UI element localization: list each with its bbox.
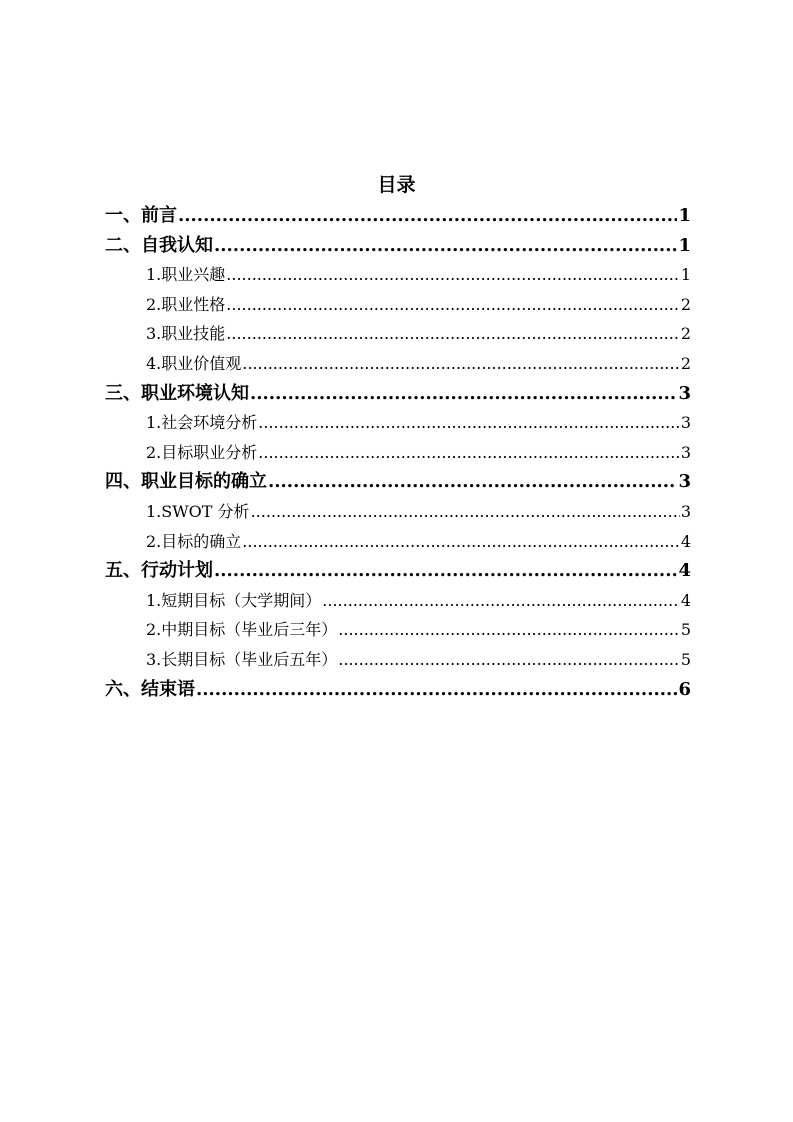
dot-leader bbox=[322, 586, 680, 616]
toc-page-number: 2 bbox=[680, 353, 691, 373]
toc-entry-career-personality[interactable] bbox=[105, 290, 691, 320]
toc-page-number: 1 bbox=[678, 234, 691, 256]
dot-leader bbox=[196, 675, 677, 705]
toc-page-number: 2 bbox=[680, 294, 691, 314]
toc-entry-target-career[interactable] bbox=[105, 438, 691, 468]
dot-leader bbox=[178, 201, 677, 231]
toc-entry-goal-setting[interactable] bbox=[105, 527, 691, 557]
toc-page-number: 1 bbox=[678, 205, 691, 226]
toc-entry-text: 2.目标职业分析 bbox=[146, 442, 258, 462]
dot-leader bbox=[214, 231, 677, 261]
dot-leader bbox=[258, 438, 680, 468]
toc-entry-long-term-goal[interactable] bbox=[105, 645, 691, 675]
toc-page-number: 3 bbox=[680, 442, 691, 462]
dot-leader bbox=[338, 645, 680, 675]
toc-entry-career-values[interactable] bbox=[105, 349, 691, 379]
toc-page-number: 2 bbox=[680, 324, 691, 344]
toc-page-number: 3 bbox=[678, 382, 691, 404]
toc-entry-text: 二、自我认知 bbox=[105, 234, 213, 256]
dot-leader bbox=[226, 260, 680, 290]
table-of-contents bbox=[105, 201, 691, 704]
toc-entry-career-interest[interactable] bbox=[105, 260, 691, 290]
dot-leader bbox=[268, 467, 677, 497]
toc-entry-swot[interactable] bbox=[105, 497, 691, 527]
toc-entry-text: 2.中期目标（毕业后三年） bbox=[146, 620, 338, 640]
toc-page-number: 3 bbox=[680, 413, 691, 433]
toc-entry-text: 四、职业目标的确立 bbox=[105, 471, 267, 493]
toc-entry-text: 4.职业价值观 bbox=[146, 353, 242, 373]
toc-page-number: 3 bbox=[680, 501, 691, 521]
toc-entry-text: 一、前言 bbox=[105, 205, 177, 226]
toc-entry-career-goals[interactable] bbox=[105, 467, 691, 497]
toc-entry-text: 六、结束语 bbox=[105, 678, 195, 700]
toc-page-number: 4 bbox=[680, 590, 691, 610]
toc-entry-text: 1.SWOT 分析 bbox=[146, 501, 250, 521]
toc-entry-text: 三、职业环境认知 bbox=[105, 382, 249, 404]
toc-page-number: 4 bbox=[678, 560, 691, 582]
toc-entry-text: 3.职业技能 bbox=[146, 324, 226, 344]
toc-page-number: 5 bbox=[680, 649, 691, 669]
toc-entry-mid-term-goal[interactable] bbox=[105, 615, 691, 645]
toc-entry-career-skills[interactable] bbox=[105, 319, 691, 349]
dot-leader bbox=[242, 527, 680, 557]
toc-entry-career-environment[interactable] bbox=[105, 379, 691, 409]
dot-leader bbox=[251, 497, 680, 527]
toc-entry-conclusion[interactable] bbox=[105, 675, 691, 705]
toc-page-number: 3 bbox=[678, 471, 691, 493]
toc-entry-text: 1.职业兴趣 bbox=[146, 265, 226, 285]
toc-entry-text: 1.短期目标（大学期间） bbox=[146, 590, 322, 610]
dot-leader bbox=[338, 615, 680, 645]
toc-title: 目录 bbox=[377, 174, 416, 196]
toc-entry-social-environment[interactable] bbox=[105, 408, 691, 438]
dot-leader bbox=[214, 556, 677, 586]
toc-entry-action-plan[interactable] bbox=[105, 556, 691, 586]
toc-page-number: 5 bbox=[680, 620, 691, 640]
toc-entry-text: 2.职业性格 bbox=[146, 294, 226, 314]
toc-entry-text: 1.社会环境分析 bbox=[146, 413, 258, 433]
dot-leader bbox=[250, 379, 677, 409]
toc-entry-self-awareness[interactable] bbox=[105, 231, 691, 261]
toc-entry-text: 五、行动计划 bbox=[105, 560, 213, 582]
dot-leader bbox=[242, 349, 680, 379]
toc-page-number: 6 bbox=[678, 678, 691, 700]
toc-page-number: 1 bbox=[680, 265, 691, 285]
dot-leader bbox=[226, 290, 680, 320]
dot-leader bbox=[258, 408, 680, 438]
toc-entry-preface[interactable] bbox=[105, 201, 691, 231]
toc-entry-text: 3.长期目标（毕业后五年） bbox=[146, 649, 338, 669]
toc-entry-short-term-goal[interactable] bbox=[105, 586, 691, 616]
dot-leader bbox=[226, 319, 680, 349]
toc-page-number: 4 bbox=[680, 531, 691, 551]
toc-entry-text: 2.目标的确立 bbox=[146, 531, 242, 551]
